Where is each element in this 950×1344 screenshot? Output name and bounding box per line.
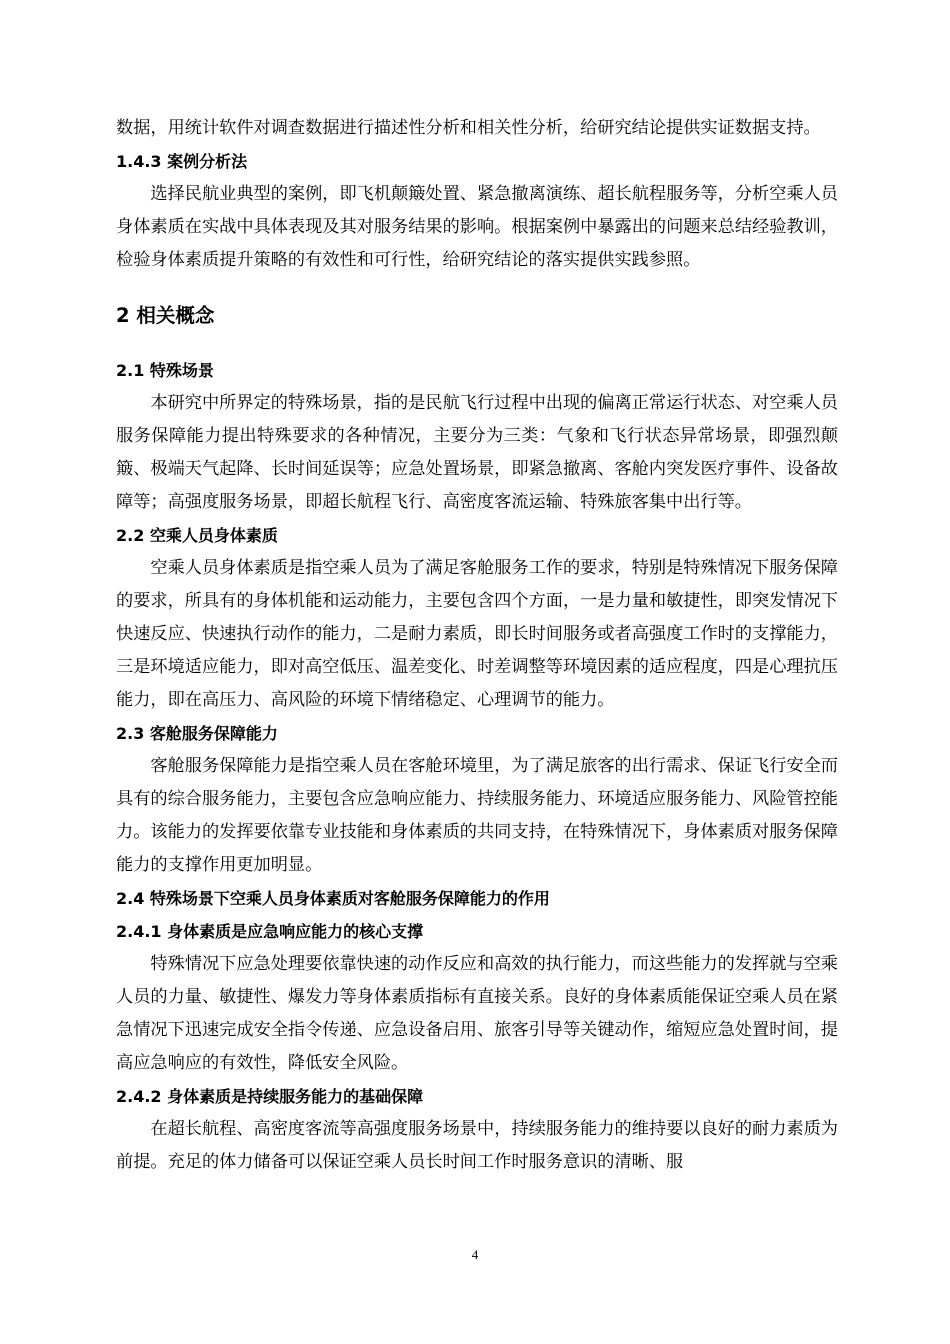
paragraph-2-3: 客舱服务保障能力是指空乘人员在客舱环境里，为了满足旅客的出行需求、保证飞行安全而具有的综合服务能力，主要包含应急响应能力、持续服务能力、环境适应服务能力、风险管控能力。该能力的发挥要依靠专业技能和身体素质的共同支持，在特殊情况下，身体素质对服务保障能力的支撑作用更加明显。 — [116, 756, 838, 875]
paragraph-2-4-1: 特殊情况下应急处理要依靠快速的动作反应和高效的执行能力，而这些能力的发挥就与空乘人员的力量、敏捷性、爆发力等身体素质指标有直接关系。良好的身体素质能保证空乘人员在紧急情况下迅速完成安全指令传递、应急设备启用、旅客引导等关键动作，缩短应急处置时间，提高应急响应的有效性，降低安全风险。 — [116, 954, 838, 1073]
paragraph-2-1: 本研究中所界定的特殊场景，指的是民航飞行过程中出现的偏离正常运行状态、对空乘人员服务保障能力提出特殊要求的各种情况，主要分为三类：气象和飞行状态异常场景，即强烈颠簸、极端天气起降、长时间延误等；应急处置场景，即紧急撤离、客舱内突发医疗事件、设备故障等；高强度服务场景，即超长航程飞行、高密度客流运输、特殊旅客集中出行等。 — [116, 393, 838, 512]
heading-2-4: 2.4 特殊场景下空乘人员身体素质对客舱服务保障能力的作用 — [116, 889, 550, 908]
page-number: 4 — [471, 1247, 479, 1262]
chapter-2-heading: 2 相关概念 — [116, 304, 215, 327]
document-page — [116, 112, 838, 1179]
paragraph-continued: 数据，用统计软件对调查数据进行描述性分析和相关性分析，给研究结论提供实证数据支持。 — [116, 118, 821, 138]
paragraph-2-4-2: 在超长航程、高密度客流等高强度服务场景中，持续服务能力的维持要以良好的耐力素质为前提。充足的体力储备可以保证空乘人员长时间工作时服务意识的清晰、服 — [116, 1119, 838, 1172]
paragraph-1-4-3: 选择民航业典型的案例，即飞机颠簸处置、紧急撤离演练、超长航程服务等，分析空乘人员身体素质在实战中具体表现及其对服务结果的影响。根据案例中暴露出的问题来总结经验教训，检验身体素质提升策略的有效性和可行性，给研究结论的落实提供实践参照。 — [116, 184, 838, 270]
heading-2-4-2: 2.4.2 身体素质是持续服务能力的基础保障 — [116, 1087, 424, 1106]
paragraph-2-2: 空乘人员身体素质是指空乘人员为了满足客舱服务工作的要求，特别是特殊情况下服务保障的要求，所具有的身体机能和运动能力，主要包含四个方面，一是力量和敏捷性，即突发情况下快速反应、快速执行动作的能力，二是耐力素质，即长时间服务或者高强度工作时的支撑能力，三是环境适应能力，即对高空低压、温差变化、时差调整等环境因素的适应程度，四是心理抗压能力，即在高压力、高风险的环境下情绪稳定、心理调节的能力。 — [116, 558, 838, 710]
heading-1-4-3: 1.4.3 案例分析法 — [116, 152, 248, 171]
heading-2-3: 2.3 客舱服务保障能力 — [116, 724, 278, 743]
heading-2-2: 2.2 空乘人员身体素质 — [116, 526, 278, 545]
heading-2-1: 2.1 特殊场景 — [116, 361, 214, 380]
heading-2-4-1: 2.4.1 身体素质是应急响应能力的核心支撑 — [116, 922, 424, 941]
